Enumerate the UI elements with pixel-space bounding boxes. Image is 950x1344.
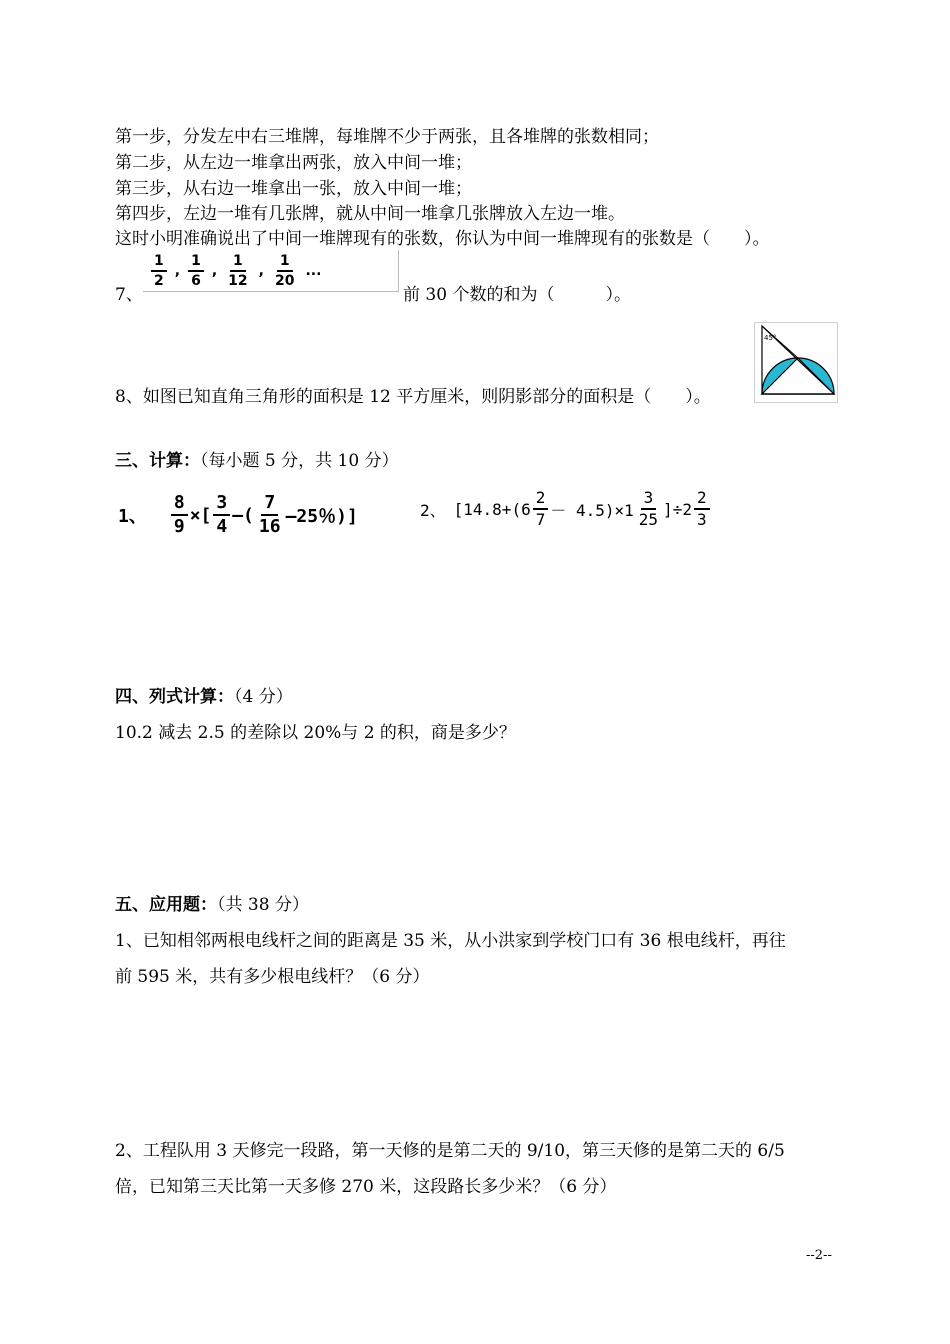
seq-fraction-1: $\frac{1}{2}$ — [151, 254, 167, 288]
angle-label: 45° — [764, 334, 777, 342]
page-number: --2-- — [806, 1248, 832, 1263]
step-3: 第三步，从右边一堆拿出一张，放入中间一堆； — [115, 179, 472, 199]
section-3-heading: 三、计算：（每小题 5 分，共 10 分） — [115, 451, 399, 471]
calc-1: 1、 $\frac{8}{9}$ ×[ $\frac{3}{4}$ —( $\frac{7}{16}$ —25％)] — [118, 492, 358, 537]
seq-fraction-4: $\frac{1}{20}$ — [274, 252, 295, 289]
app-1-line-2: 前 595 米，共有多少根电线杆？（6 分） — [115, 967, 430, 987]
step-conclusion: 这时小明准确说出了中间一堆牌现有的张数，你认为中间一堆牌现有的张数是（ ）。 — [115, 229, 770, 249]
q8-figure — [754, 322, 838, 404]
q4-text: 10.2 减去 2.5 的差除以 20%与 2 的积，商是多少？ — [115, 723, 516, 743]
q7-text: 前 30 个数的和为（ ）。 — [403, 285, 631, 305]
q8-text: 8、如图已知直角三角形的面积是 12 平方厘米，则阴影部分的面积是（ ）。 — [115, 387, 711, 407]
seq-ellipsis: ... — [305, 262, 322, 279]
app-2-line-2: 倍，已知第三天比第一天多修 270 米，这段路长多少米？（6 分） — [115, 1177, 617, 1197]
step-2: 第二步，从左边一堆拿出两张，放入中间一堆； — [115, 153, 472, 173]
q7-sequence: $\frac{1}{2}$ , $\frac{1}{6}$ , $\frac{1}{12}$ , $\frac{1}{20}$ ... — [143, 250, 399, 292]
seq-fraction-2: $\frac{1}{6}$ — [188, 254, 204, 288]
app-1-line-1: 1、已知相邻两根电线杆之间的距离是 35 米，从小洪家到学校门口有 36 根电线杆，再往 — [115, 931, 786, 951]
q7-number: 7、 — [115, 285, 143, 305]
seq-fraction-3: $\frac{1}{12}$ — [228, 252, 248, 289]
step-4: 第四步，左边一堆有几张牌，就从中间一堆拿几张牌放入左边一堆。 — [115, 204, 625, 224]
section-5-heading: 五、应用题：（共 38 分） — [115, 895, 309, 915]
calc-2: 2、 [14.8+(6 $\frac{2}{7}$ － 4.5)×1 $\frac{3}{25}$ ]÷2 $\frac{2}{3}$ — [420, 490, 712, 528]
step-1: 第一步，分发左中右三堆牌，每堆牌不少于两张，且各堆牌的张数相同； — [115, 127, 659, 147]
section-4-heading: 四、列式计算：（4 分） — [115, 687, 293, 707]
app-2-line-1: 2、工程队用 3 天修完一段路，第一天修的是第二天的 9/10，第三天修的是第二天的 6/5 — [115, 1141, 785, 1161]
